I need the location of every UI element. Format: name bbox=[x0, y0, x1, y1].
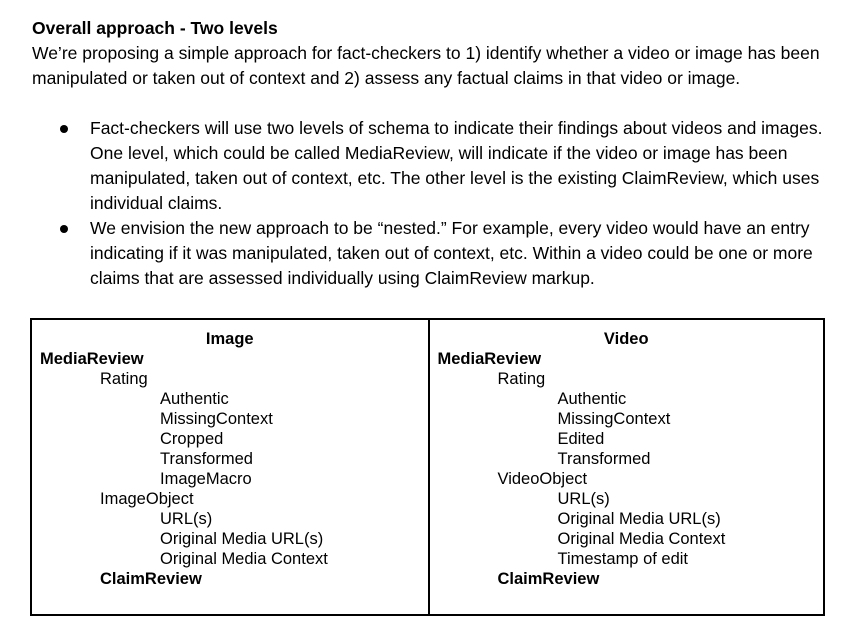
image-column bbox=[32, 320, 428, 614]
schema-entry: URL(s) bbox=[160, 510, 213, 528]
schema-entry: Transformed bbox=[160, 450, 253, 468]
bullet-list bbox=[90, 116, 825, 291]
schema-entry: URL(s) bbox=[557, 490, 610, 508]
schema-entry: Authentic bbox=[160, 390, 229, 408]
bullet-dot-icon bbox=[60, 225, 68, 233]
image-column-header: Image bbox=[205, 330, 254, 348]
bullet-item bbox=[90, 116, 825, 216]
schema-entry: Rating bbox=[100, 370, 148, 388]
intro-paragraph: We’re proposing a simple approach for fact-checkers to 1) identify whether a video or image has been manipulated or taken out of context and 2) assess any factual claims in that video or image. bbox=[32, 43, 820, 88]
bullet-dot-icon bbox=[60, 125, 68, 133]
video-column-header: Video bbox=[603, 330, 649, 348]
video-schema-tree bbox=[438, 349, 820, 589]
bullet-item bbox=[90, 216, 825, 291]
schema-entry: MediaReview bbox=[40, 350, 144, 368]
bullet-text: Fact-checkers will use two levels of schema to indicate their findings about videos and images. One level, which could be called MediaReview, will indicate if the video or image has been manipulated, taken out of context, etc. The other level is the existing ClaimReview, which uses individual claims. bbox=[90, 118, 823, 213]
schema-entry: MediaReview bbox=[437, 350, 542, 368]
schema-entry: Original Media URL(s) bbox=[557, 510, 721, 528]
schema-entry: Original Media Context bbox=[557, 530, 726, 548]
schema-entry: MissingContext bbox=[160, 410, 273, 428]
schema-entry: VideoObject bbox=[497, 470, 588, 488]
schema-entry: ClaimReview bbox=[100, 570, 202, 588]
schema-entry: Transformed bbox=[557, 450, 651, 468]
schema-entry: MissingContext bbox=[557, 410, 671, 428]
schema-table bbox=[30, 318, 825, 616]
schema-entry: Authentic bbox=[557, 390, 627, 408]
section-heading: Overall approach - Two levels bbox=[32, 18, 278, 38]
schema-entry: Rating bbox=[497, 370, 546, 388]
schema-entry: Original Media URL(s) bbox=[160, 530, 324, 548]
schema-entry: Edited bbox=[557, 430, 605, 448]
schema-entry: Original Media Context bbox=[160, 550, 328, 568]
image-schema-tree bbox=[40, 349, 424, 589]
bullet-text: We envision the new approach to be “nested.” For example, every video would have an entry indicating if it was manipulated, taken out of context, etc. Within a video could be one or more claims that are assessed individually using ClaimReview markup. bbox=[90, 218, 813, 288]
schema-entry: ClaimReview bbox=[497, 570, 600, 588]
schema-entry: ImageMacro bbox=[160, 470, 252, 488]
schema-entry: Timestamp of edit bbox=[557, 550, 689, 568]
schema-entry: ImageObject bbox=[100, 490, 194, 508]
video-column bbox=[428, 320, 824, 614]
schema-entry: Cropped bbox=[160, 430, 224, 448]
